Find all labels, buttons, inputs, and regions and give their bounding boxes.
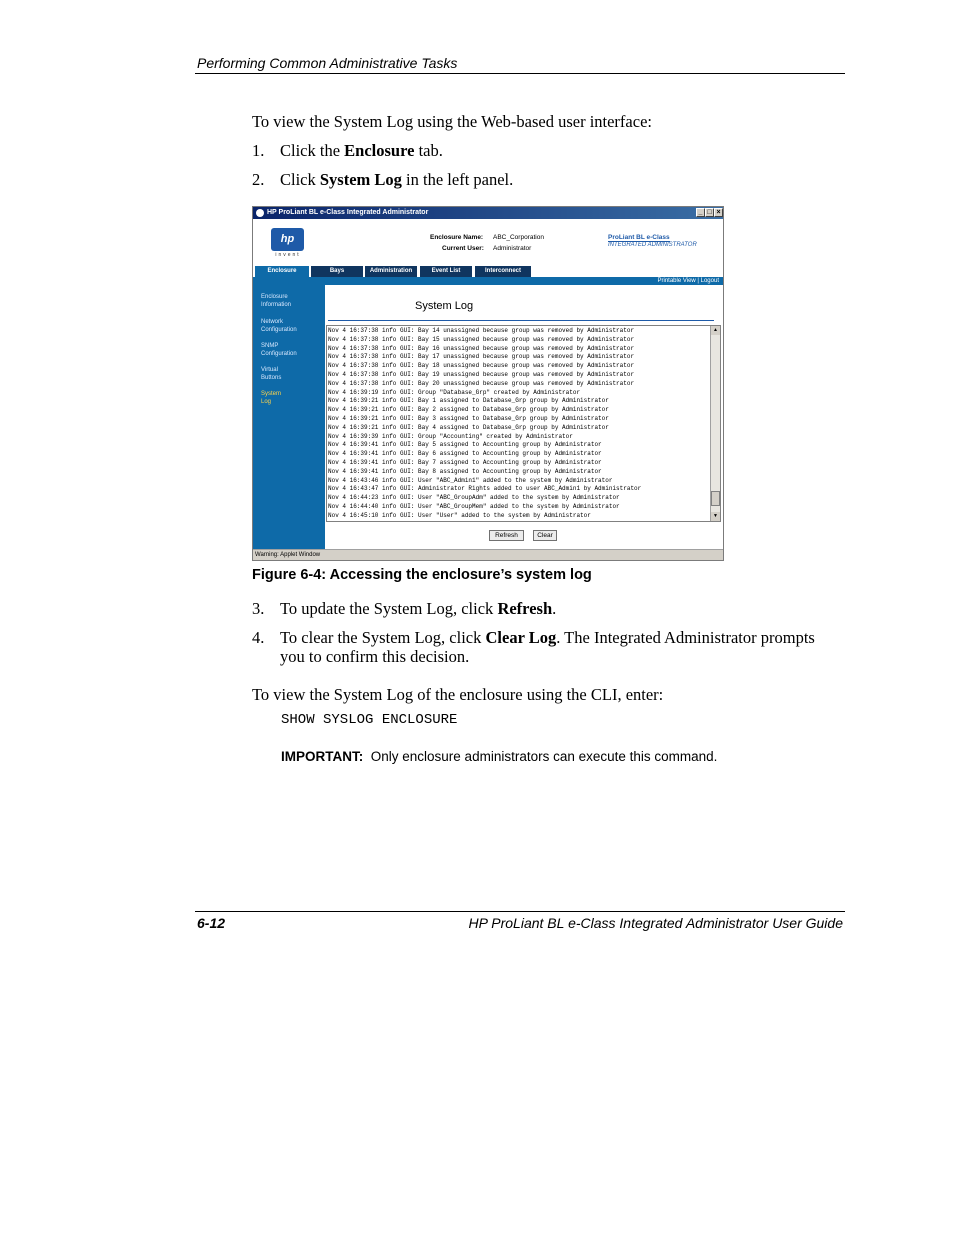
nav-label-line2: Configuration [261, 327, 297, 333]
step-2 [252, 170, 852, 190]
nav-system-log[interactable] [261, 390, 321, 406]
step-text-bold: System Log [319, 170, 402, 189]
nav-label-line1: SNMP [261, 343, 279, 349]
system-log-textarea[interactable] [326, 325, 721, 522]
log-line: Nov 4 16:39:41 info GUI: Bay 8 assigned to Accounting group by Administrator [328, 467, 602, 475]
log-line: Nov 4 16:37:38 info GUI: Bay 18 unassigned because group was removed by Administrator [328, 362, 635, 370]
step-text-post: in the left panel. [401, 170, 514, 189]
scroll-up-icon[interactable]: ▲ [711, 326, 720, 335]
step-text [280, 628, 815, 648]
step-1 [252, 141, 852, 161]
nav-label-line2: Log [261, 399, 272, 405]
step-number: 1. [252, 141, 265, 160]
enclosure-name-label: Enclosure Name: [430, 234, 484, 241]
step-text-post: . [552, 599, 557, 618]
nav-virtual-buttons[interactable] [261, 366, 321, 382]
close-icon[interactable]: × [714, 208, 723, 217]
step-text-post: tab. [414, 141, 443, 160]
current-user-label: Current User: [442, 245, 484, 252]
tab-bays[interactable]: Bays [311, 266, 363, 277]
status-text: Warning: Applet Window [255, 552, 321, 558]
window-title: HP ProLiant BL e-Class Integrated Administrator [267, 209, 429, 216]
log-line: Nov 4 16:39:21 info GUI: Bay 1 assigned to Database_Grp group by Administrator [328, 397, 609, 405]
app-icon [256, 209, 264, 217]
cli-command: SHOW SYSLOG ENCLOSURE [281, 712, 458, 728]
running-head: Performing Common Administrative Tasks [197, 55, 458, 71]
product-name: ProLiant BL e-Class [608, 234, 670, 241]
log-scrollbar[interactable] [710, 326, 720, 521]
log-line: Nov 4 16:37:38 info GUI: Bay 17 unassigned because group was removed by Administrator [328, 353, 635, 361]
important-text: Only enclosure administrators can execute this command. [370, 749, 718, 764]
log-line: Nov 4 16:39:39 info GUI: Group "Accounting" created by Administrator [328, 432, 573, 440]
current-user-value: Administrator [493, 245, 532, 252]
log-line: Nov 4 16:37:38 info GUI: Bay 20 unassigned because group was removed by Administrator [328, 379, 635, 387]
maximize-icon[interactable]: □ [705, 208, 714, 217]
panel-title-rule [328, 320, 714, 321]
scroll-down-icon[interactable]: ▼ [711, 512, 720, 521]
nav-label-line1: Virtual [261, 367, 278, 373]
step-text-pre: To clear the System Log, click [280, 628, 486, 647]
important-label: IMPORTANT: [281, 749, 364, 764]
log-line: Nov 4 16:39:21 info GUI: Bay 4 assigned to Database_Grp group by Administrator [328, 423, 609, 431]
nav-label-line1: Network [261, 319, 284, 325]
step-text-pre: Click [280, 170, 320, 189]
nav-snmp-configuration[interactable] [261, 342, 321, 358]
log-line: Nov 4 16:37:38 info GUI: Bay 19 unassigned because group was removed by Administrator [328, 371, 635, 378]
log-line: Nov 4 16:37:38 info GUI: Bay 14 unassigned because group was removed by Administrator [328, 327, 635, 334]
log-line: Nov 4 16:39:41 info GUI: Bay 6 assigned to Accounting group by Administrator [328, 450, 602, 458]
footer-rule [195, 911, 845, 912]
nav-label-line2: Buttons [261, 375, 282, 381]
nav-label-line1: Enclosure [261, 294, 288, 300]
nav-label-line2: Configuration [261, 351, 297, 357]
nav-label-line2: Information [261, 302, 292, 308]
guide-title: HP ProLiant BL e-Class Integrated Administrator User Guide [468, 915, 843, 931]
step-text [280, 141, 443, 161]
tab-bar [253, 266, 723, 277]
log-line: Nov 4 16:37:38 info GUI: Bay 16 unassigned because group was removed by Administrator [328, 344, 635, 352]
log-line: Nov 4 16:39:41 info GUI: Bay 7 assigned to Accounting group by Administrator [328, 459, 602, 466]
step-4 [252, 628, 852, 668]
page-number: 6-12 [197, 915, 226, 931]
figure-caption: Figure 6-4: Accessing the enclosure’s system log [252, 567, 592, 583]
step-text-bold: Enclosure [344, 141, 415, 160]
scroll-thumb[interactable] [711, 491, 720, 506]
intro-text: To view the System Log using the Web-based user interface: [252, 112, 652, 131]
important-note [281, 749, 717, 764]
step-text-post: . The Integrated Administrator prompts [556, 628, 815, 647]
log-line: Nov 4 16:44:23 info GUI: User "ABC_GroupAdm" added to the system by Administrator [328, 494, 620, 502]
status-bar [253, 549, 723, 561]
left-nav-panel [253, 285, 325, 549]
refresh-button[interactable]: Refresh [489, 530, 524, 541]
log-line: Nov 4 16:39:41 info GUI: Bay 5 assigned to Accounting group by Administrator [328, 441, 602, 449]
step-text-pre: To update the System Log, click [280, 599, 498, 618]
log-line: Nov 4 16:39:21 info GUI: Bay 2 assigned to Database_Grp group by Administrator [328, 406, 609, 414]
panel-title: System Log [415, 300, 474, 312]
tab-underline-bar [253, 277, 723, 285]
step-text-pre: Click the [280, 141, 345, 160]
product-subtitle: INTEGRATED ADMINISTRATOR [608, 242, 697, 248]
log-line: Nov 4 16:39:21 info GUI: Bay 3 assigned to Database_Grp group by Administrator [328, 415, 609, 422]
tab-interconnect[interactable]: Interconnect [475, 266, 531, 277]
hp-logo: hp [271, 228, 304, 251]
hp-logo-sub: invent [275, 252, 301, 258]
nav-network-configuration[interactable] [261, 318, 321, 334]
nav-enclosure-information[interactable] [261, 293, 321, 309]
enclosure-name-value: ABC_Corporation [493, 234, 544, 241]
step-text-bold: Clear Log [485, 628, 557, 647]
top-links[interactable]: Printable View | Logout [657, 278, 719, 284]
log-line: Nov 4 16:44:40 info GUI: User "ABC_GroupMem" added to the system by Administrator [328, 503, 620, 510]
cli-intro: To view the System Log of the enclosure using the CLI, enter: [252, 685, 664, 704]
tab-administration[interactable]: Administration [365, 266, 417, 277]
nav-label-line1: System [261, 391, 282, 397]
step-text [280, 170, 513, 190]
step-3 [252, 599, 852, 619]
tab-enclosure[interactable]: Enclosure [255, 266, 309, 277]
tab-event-list[interactable]: Event List [420, 266, 472, 277]
step-number: 2. [252, 170, 265, 189]
log-line: Nov 4 16:43:46 info GUI: User "ABC_Admin1" added to the system by Administrator [328, 476, 613, 484]
log-line: Nov 4 16:45:10 info GUI: User "User" added to the system by Administrator [328, 511, 591, 519]
figure-screenshot [252, 206, 724, 561]
header-rule [195, 73, 845, 74]
window-titlebar [253, 207, 723, 219]
step-number: 4. [252, 628, 265, 647]
step-number: 3. [252, 599, 265, 618]
minimize-icon[interactable]: _ [696, 208, 705, 217]
step-text-continued: you to confirm this decision. [280, 647, 470, 666]
step-text-bold: Refresh [497, 599, 553, 618]
log-line: Nov 4 16:43:47 info GUI: Administrator Rights added to user ABC_Admin1 by Administrator [328, 485, 642, 493]
clear-button[interactable]: Clear [533, 530, 557, 541]
log-line: Nov 4 16:39:19 info GUI: Group "Database_Grp" created by Administrator [328, 388, 581, 396]
log-line: Nov 4 16:37:38 info GUI: Bay 15 unassigned because group was removed by Administrator [328, 335, 635, 343]
step-text [280, 599, 556, 619]
